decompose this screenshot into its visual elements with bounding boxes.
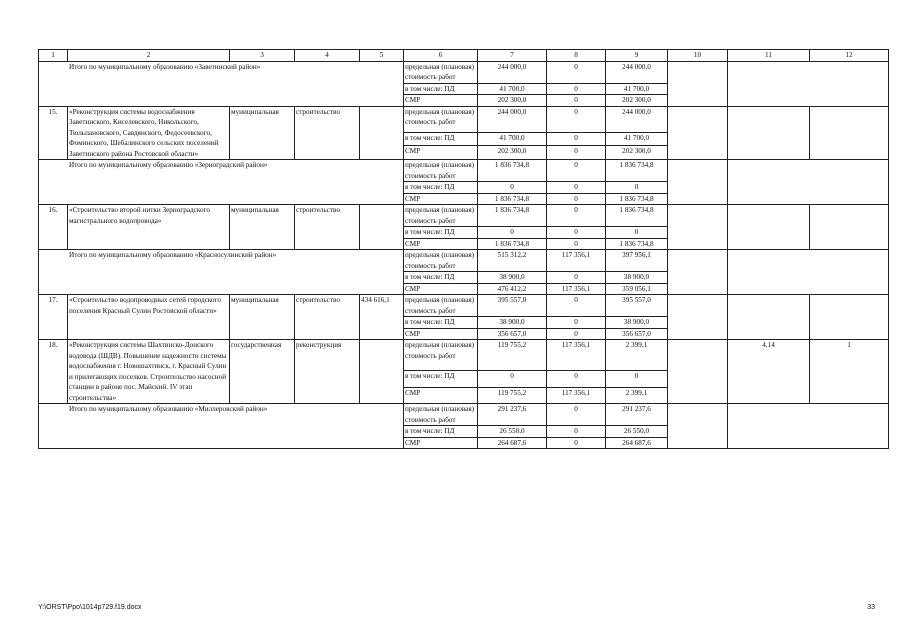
col-header: 3: [230, 50, 295, 62]
cell-col5: [360, 205, 404, 250]
value-col8: 0: [547, 238, 606, 250]
value-col7: 119 755,2: [478, 340, 547, 371]
item-number: 17.: [39, 295, 68, 340]
total-label: Итого по муниципальному образованию «Зерноградский район»: [39, 160, 404, 205]
cell-col11-12: [728, 61, 889, 106]
value-col9: 244 000,0: [606, 61, 668, 83]
project-description: «Строительство второй нитки Зерноградского магистрального водопровода»: [68, 205, 230, 250]
value-col7: 0: [478, 182, 547, 194]
cell-col10: [668, 295, 728, 340]
cost-kind: предельная (плановая) стоимость работ: [404, 61, 478, 83]
header-row: [39, 50, 889, 62]
total-row: [39, 61, 889, 83]
footer-file-path: Y:\ORST\Ppo\1014p729.f19.docx: [38, 604, 142, 611]
cell-col5: 434 616,1: [360, 295, 404, 340]
cell-col11: [728, 106, 810, 160]
col-header: 9: [606, 50, 668, 62]
value-col8: 117 356,1: [547, 283, 606, 295]
total-label: Итого по муниципальному образованию «Заветинский район»: [39, 61, 404, 106]
cell-col5: [360, 340, 404, 404]
col-header: 6: [404, 50, 478, 62]
value-col8: 0: [547, 95, 606, 107]
cost-kind: в том числе: ПД: [404, 426, 478, 438]
value-col7: 38 900,0: [478, 317, 547, 329]
value-col9: 291 237,6: [606, 404, 668, 426]
cost-kind: предельная (плановая) стоимость работ: [404, 205, 478, 227]
value-col7: 119 755,2: [478, 387, 547, 403]
cell-col10: [668, 250, 728, 295]
cell-col10: [668, 340, 728, 404]
value-col8: 117 356,1: [547, 387, 606, 403]
value-col9: 1 836 734,8: [606, 160, 668, 182]
col-header: 11: [728, 50, 810, 62]
value-col9: 1 836 734,8: [606, 238, 668, 250]
cost-kind: предельная (плановая) стоимость работ: [404, 404, 478, 426]
value-col8: 0: [547, 371, 606, 387]
cell-col11: [728, 205, 810, 250]
project-row: [39, 205, 889, 227]
cell-col12: [810, 295, 889, 340]
value-col7: 1 836 734,8: [478, 160, 547, 182]
value-col8: 0: [547, 404, 606, 426]
value-col8: 0: [547, 83, 606, 95]
value-col8: 0: [547, 146, 606, 160]
cost-kind: в том числе: ПД: [404, 182, 478, 194]
cost-kind: в том числе: ПД: [404, 132, 478, 146]
ownership-type: муниципальная: [230, 106, 295, 160]
value-col9: 359 056,1: [606, 283, 668, 295]
value-col8: 0: [547, 437, 606, 449]
value-col7: 202 300,0: [478, 95, 547, 107]
cell-col12: [810, 106, 889, 160]
value-col7: 264 687,6: [478, 437, 547, 449]
value-col7: 41 700,0: [478, 83, 547, 95]
item-number: 15.: [39, 106, 68, 160]
value-col8: 0: [547, 426, 606, 438]
value-col9: 41 700,0: [606, 132, 668, 146]
cell-col10: [668, 106, 728, 160]
col-header: 2: [68, 50, 230, 62]
value-col7: 356 657,0: [478, 328, 547, 340]
value-col7: 476 412,2: [478, 283, 547, 295]
project-description: «Реконструкция системы Шахтинско-Донского водовода (ШДВ). Повышение надежности системы водоснабжения г. Новошахтинск, г. Красный Сулин и прилегающих поселков. Строительство насосной станции в районе пос. Майский. IV этап строительства»: [68, 340, 230, 404]
cost-kind: предельная (плановая) стоимость работ: [404, 250, 478, 272]
value-col7: 291 237,6: [478, 404, 547, 426]
value-col8: 0: [547, 61, 606, 83]
cell-col11-12: [728, 160, 889, 205]
item-number: 16.: [39, 205, 68, 250]
value-col9: 2 399,1: [606, 340, 668, 371]
value-col8: 0: [547, 295, 606, 317]
value-col7: 41 700,0: [478, 132, 547, 146]
col-header: 12: [810, 50, 889, 62]
project-row: [39, 106, 889, 132]
cell-col12: 1: [810, 340, 889, 404]
total-row: [39, 404, 889, 426]
cost-kind: СМР: [404, 193, 478, 205]
work-type: строительство: [295, 205, 360, 250]
value-col8: 0: [547, 132, 606, 146]
item-number: 18.: [39, 340, 68, 404]
cost-kind: предельная (плановая) стоимость работ: [404, 160, 478, 182]
col-header: 10: [668, 50, 728, 62]
cost-kind: предельная (плановая) стоимость работ: [404, 340, 478, 371]
value-col7: 244 000,0: [478, 106, 547, 132]
value-col8: 0: [547, 160, 606, 182]
col-header: 1: [39, 50, 68, 62]
cost-kind: СМР: [404, 387, 478, 403]
cost-kind: в том числе: ПД: [404, 371, 478, 387]
value-col9: 0: [606, 182, 668, 194]
cost-kind: СМР: [404, 238, 478, 250]
value-col9: 1 836 734,8: [606, 205, 668, 227]
value-col7: 395 557,0: [478, 295, 547, 317]
value-col9: 397 956,1: [606, 250, 668, 272]
value-col9: 0: [606, 227, 668, 239]
value-col7: 202 300,0: [478, 146, 547, 160]
value-col8: 0: [547, 328, 606, 340]
value-col8: 117 356,1: [547, 250, 606, 272]
value-col9: 1 836 734,8: [606, 193, 668, 205]
cost-kind: в том числе: ПД: [404, 272, 478, 284]
cell-col10: [668, 61, 728, 106]
value-col9: 0: [606, 371, 668, 387]
value-col9: 38 900,0: [606, 272, 668, 284]
value-col7: 244 000,0: [478, 61, 547, 83]
value-col8: 0: [547, 272, 606, 284]
page-number: 33: [867, 604, 875, 611]
cost-kind: СМР: [404, 328, 478, 340]
value-col7: 38 900,0: [478, 272, 547, 284]
value-col8: 0: [547, 182, 606, 194]
value-col7: 1 836 734,8: [478, 205, 547, 227]
value-col9: 2 399,1: [606, 387, 668, 403]
work-type: строительство: [295, 106, 360, 160]
value-col8: 0: [547, 205, 606, 227]
value-col8: 0: [547, 193, 606, 205]
cost-kind: в том числе: ПД: [404, 317, 478, 329]
value-col7: 26 550,0: [478, 426, 547, 438]
project-description: «Реконструкция системы водоснабжения Заветинского, Киселевского, Никольского, Тюльпановского, Савдянского, Федосеевского, Фоминского, Шебалинского сельских поселений Заветинского района Ростовской области»: [68, 106, 230, 160]
value-col9: 395 557,0: [606, 295, 668, 317]
col-header: 8: [547, 50, 606, 62]
total-row: [39, 160, 889, 182]
project-row: [39, 295, 889, 317]
value-col7: 515 312,2: [478, 250, 547, 272]
value-col9: 264 687,6: [606, 437, 668, 449]
cell-col11: [728, 295, 810, 340]
col-header: 7: [478, 50, 547, 62]
cost-kind: предельная (плановая) стоимость работ: [404, 106, 478, 132]
value-col9: 26 550,0: [606, 426, 668, 438]
cell-col5: [360, 106, 404, 160]
cost-kind: в том числе: ПД: [404, 83, 478, 95]
cell-col10: [668, 404, 728, 449]
cell-col10: [668, 205, 728, 250]
value-col7: 1 836 734,8: [478, 238, 547, 250]
col-header: 4: [295, 50, 360, 62]
value-col7: 0: [478, 371, 547, 387]
cell-col11: 4,14: [728, 340, 810, 404]
project-description: «Строительство водопроводных сетей городского поселения Красный Сулин Ростовской области»: [68, 295, 230, 340]
value-col9: 244 000,0: [606, 106, 668, 132]
col-header: 5: [360, 50, 404, 62]
cell-col11-12: [728, 250, 889, 295]
cell-col10: [668, 160, 728, 205]
value-col8: 0: [547, 227, 606, 239]
value-col9: 41 700,0: [606, 83, 668, 95]
work-type: строительство: [295, 295, 360, 340]
value-col8: 0: [547, 106, 606, 132]
total-label: Итого по муниципальному образованию «Красносулинский район»: [39, 250, 404, 295]
project-row: [39, 340, 889, 371]
work-type: реконструкция: [295, 340, 360, 404]
value-col7: 0: [478, 227, 547, 239]
ownership-type: муниципальная: [230, 295, 295, 340]
value-col9: 202 300,0: [606, 95, 668, 107]
ownership-type: муниципальная: [230, 205, 295, 250]
value-col8: 0: [547, 317, 606, 329]
cell-col12: [810, 205, 889, 250]
value-col7: 1 836 734,8: [478, 193, 547, 205]
cost-kind: СМР: [404, 283, 478, 295]
cost-kind: СМР: [404, 95, 478, 107]
table-body: [39, 50, 889, 449]
cost-kind: СМР: [404, 437, 478, 449]
investment-table: [38, 49, 889, 449]
ownership-type: государственная: [230, 340, 295, 404]
value-col9: 356 657,0: [606, 328, 668, 340]
total-row: [39, 250, 889, 272]
value-col8: 117 356,1: [547, 340, 606, 371]
cost-kind: в том числе: ПД: [404, 227, 478, 239]
cost-kind: СМР: [404, 146, 478, 160]
cost-kind: предельная (плановая) стоимость работ: [404, 295, 478, 317]
cell-col11-12: [728, 404, 889, 449]
total-label: Итого по муниципальному образованию «Миллеровский район»: [39, 404, 404, 449]
value-col9: 38 900,0: [606, 317, 668, 329]
value-col9: 202 300,0: [606, 146, 668, 160]
